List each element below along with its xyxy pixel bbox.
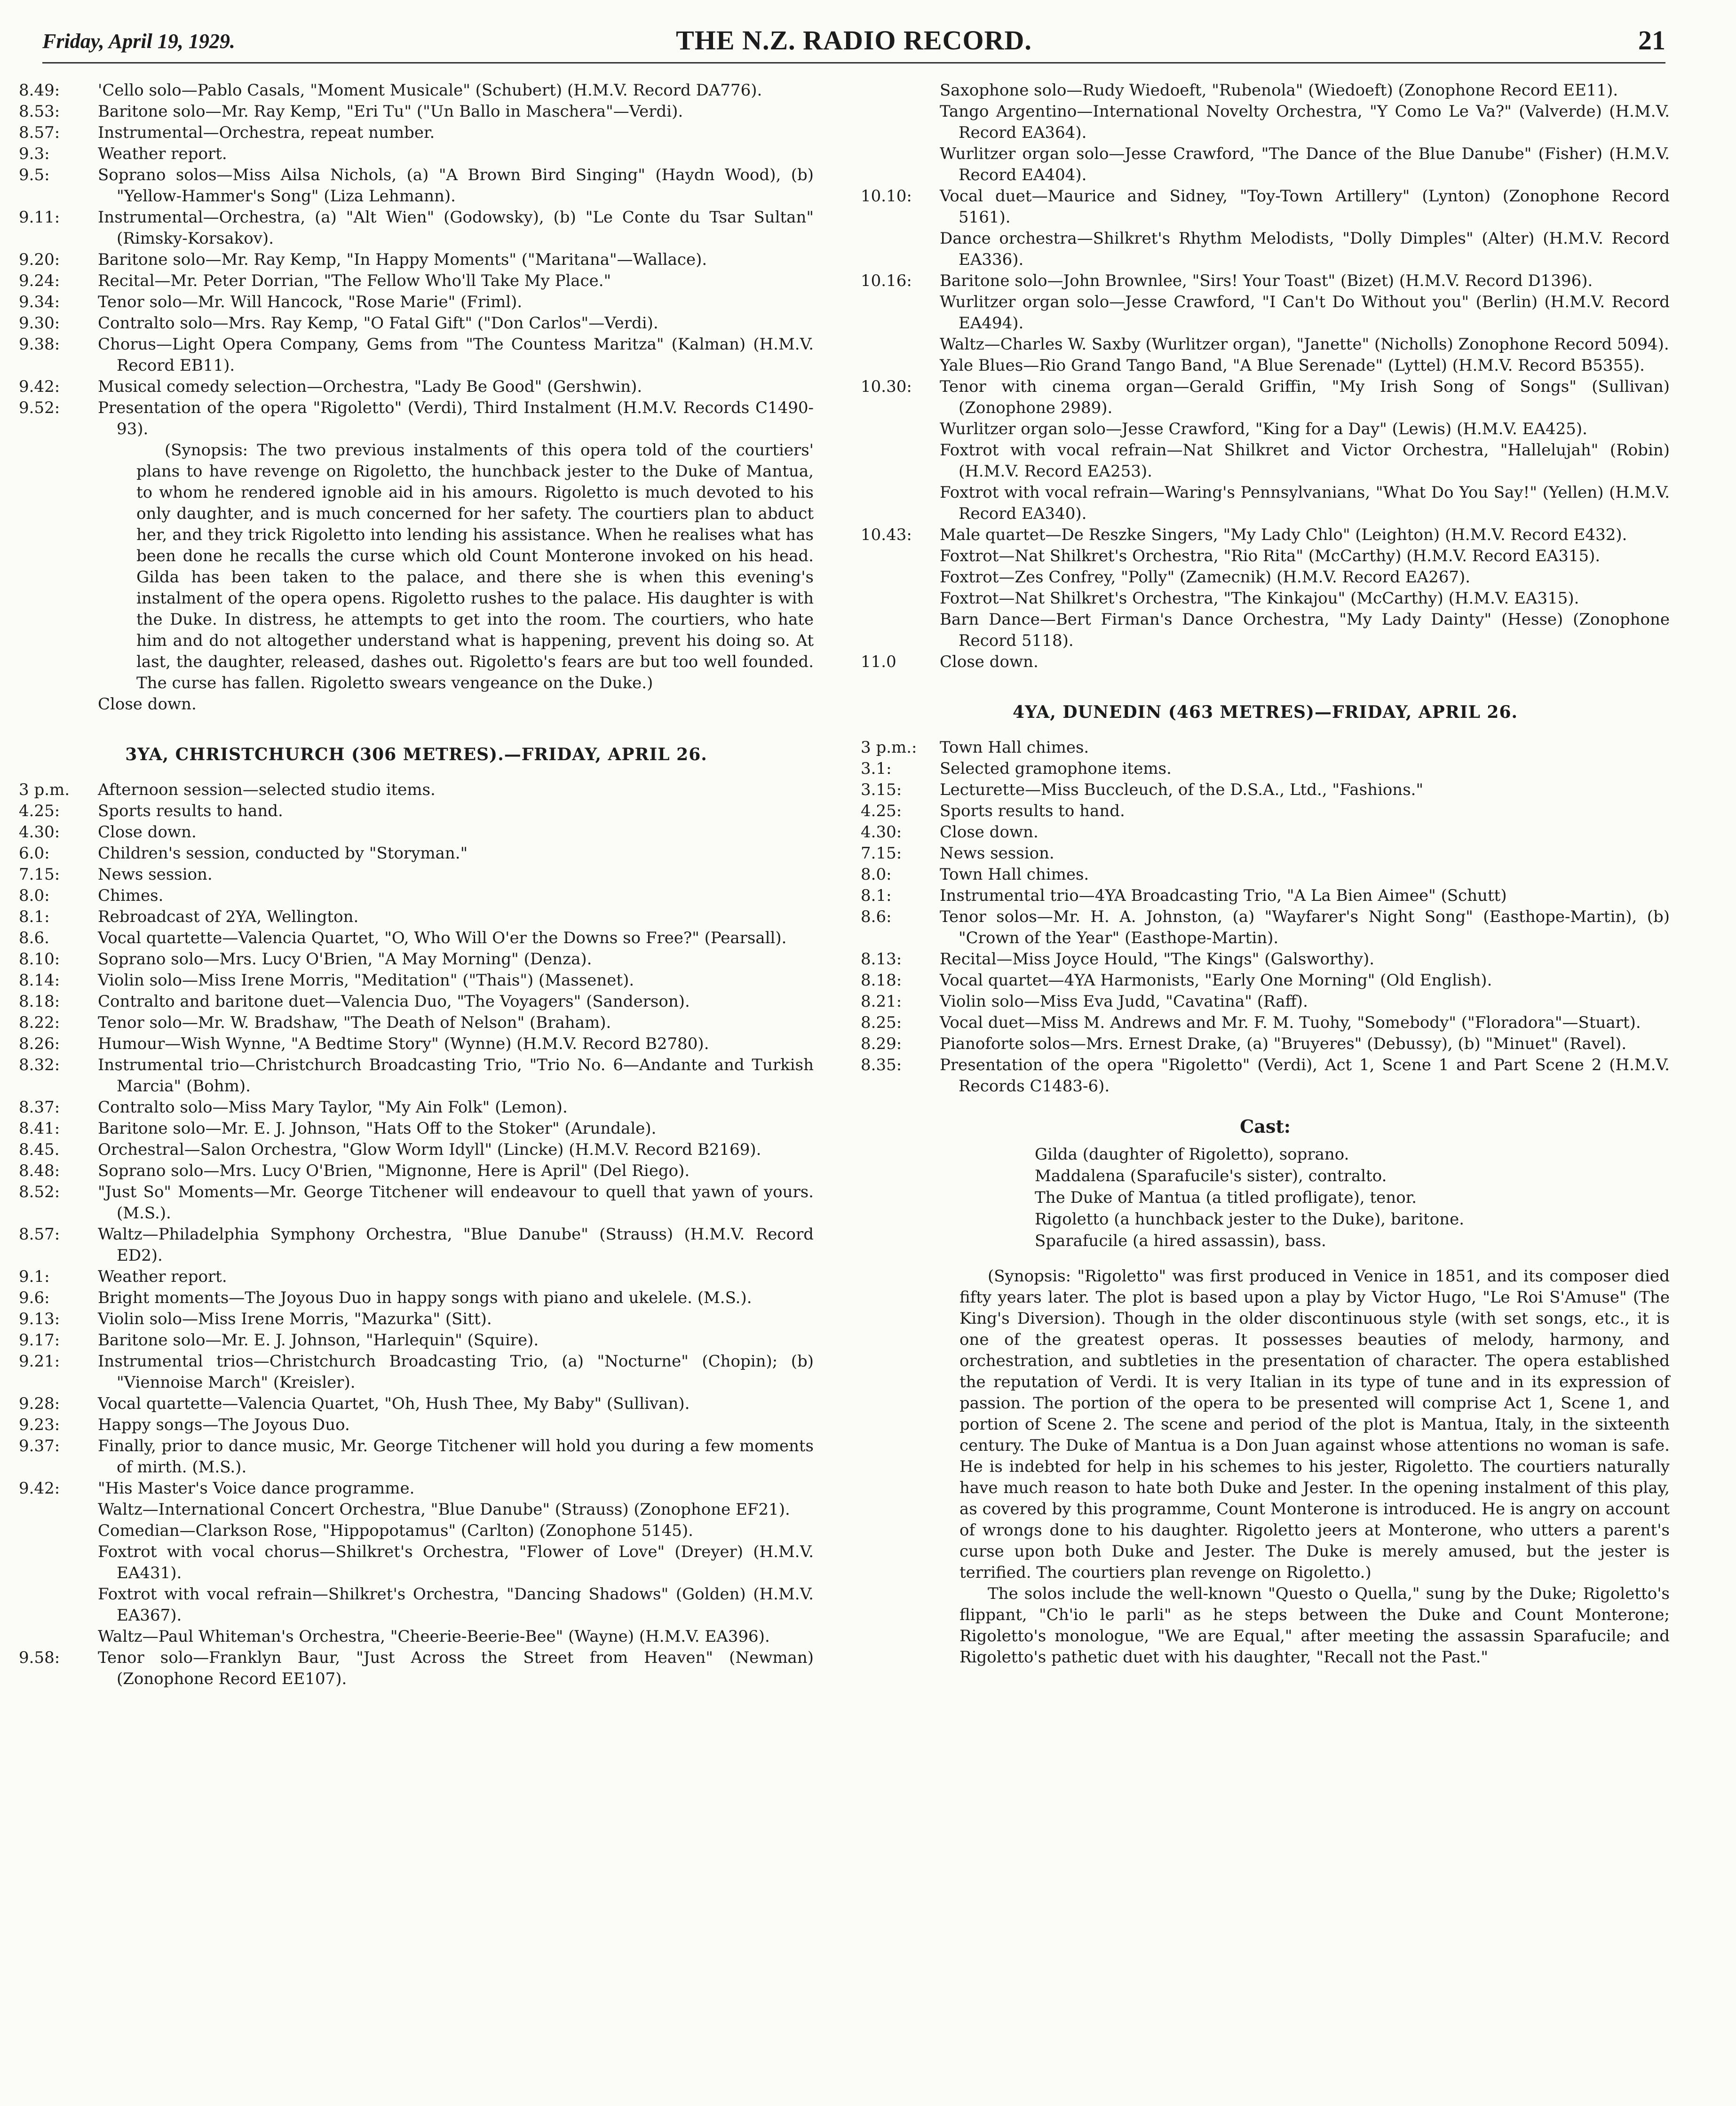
programme-item bbox=[19, 779, 814, 801]
programme-item bbox=[19, 1287, 814, 1309]
programme-item bbox=[19, 313, 814, 334]
item-text: Foxtrot—Zes Confrey, "Polly" (Zamecnik) (H.M.V. Record EA267). bbox=[940, 568, 1471, 587]
item-time: 8.18: bbox=[861, 971, 902, 990]
item-text: Finally, prior to dance music, Mr. George Titchener will hold you during a few moments of mirth. (M.S.). bbox=[98, 1437, 814, 1477]
item-text: Chorus—Light Opera Company, Gems from "The Countess Maritza" (Kalman) (H.M.V. Record EB11). bbox=[98, 335, 814, 375]
item-time: 8.37: bbox=[19, 1098, 60, 1117]
programme-item bbox=[19, 991, 814, 1012]
item-time: 8.49: bbox=[19, 81, 60, 100]
item-time bbox=[861, 143, 940, 186]
item-text: Happy songs—The Joyous Duo. bbox=[98, 1415, 350, 1434]
item-time: 9.11: bbox=[19, 208, 60, 227]
item-time bbox=[861, 546, 940, 567]
programme-item bbox=[861, 292, 1670, 334]
item-text: Vocal duet—Maurice and Sidney, "Toy-Town Artillery" (Lynton) (Zonophone Record 5161). bbox=[940, 187, 1670, 227]
programme-item bbox=[19, 1351, 814, 1393]
programme-item bbox=[19, 165, 814, 207]
item-text: Soprano solo—Mrs. Lucy O'Brien, "Mignonne, Here is April" (Del Riego). bbox=[98, 1161, 690, 1180]
item-time: 8.21: bbox=[861, 992, 902, 1011]
item-text: Violin solo—Miss Eva Judd, "Cavatina" (Raff). bbox=[940, 992, 1308, 1011]
left-column bbox=[19, 80, 814, 1690]
item-text: Town Hall chimes. bbox=[940, 738, 1089, 757]
item-time: 8.1: bbox=[861, 886, 892, 905]
programme-item bbox=[861, 440, 1670, 482]
item-time bbox=[861, 292, 940, 334]
programme-item bbox=[19, 1478, 814, 1499]
programme-item bbox=[861, 376, 1670, 419]
item-text: Vocal quartette—Valencia Quartet, "Oh, Hush Thee, My Baby" (Sullivan). bbox=[98, 1394, 690, 1413]
item-text: Contralto and baritone duet—Valencia Duo, "The Voyagers" (Sanderson). bbox=[98, 992, 690, 1011]
item-time: 10.16: bbox=[861, 271, 912, 290]
programme-item bbox=[19, 270, 814, 292]
item-text: Wurlitzer organ solo—Jesse Crawford, "The Dance of the Blue Danube" (Fisher) (H.M.V. Record EA404). bbox=[940, 144, 1670, 184]
item-text: Soprano solo—Mrs. Lucy O'Brien, "A May Morning" (Denza). bbox=[98, 950, 592, 969]
item-time: 9.17: bbox=[19, 1331, 60, 1350]
item-text: Instrumental trio—Christchurch Broadcasting Trio, "Trio No. 6—Andante and Turkish Marcia" (Bohm). bbox=[98, 1056, 814, 1096]
programme-item bbox=[19, 1330, 814, 1351]
programme-item bbox=[19, 334, 814, 376]
item-time bbox=[861, 440, 940, 482]
programme-item bbox=[861, 482, 1670, 525]
item-text: Bright moments—The Joyous Duo in happy songs with piano and ukelele. (M.S.). bbox=[98, 1288, 752, 1307]
item-time: 10.10: bbox=[861, 187, 912, 206]
item-text: Baritone solo—Mr. E. J. Johnson, "Harlequin" (Squire). bbox=[98, 1331, 539, 1350]
programme-item bbox=[19, 801, 814, 822]
item-time: 9.13: bbox=[19, 1310, 60, 1328]
programme-item bbox=[19, 1139, 814, 1160]
item-time: 10.30: bbox=[861, 377, 912, 396]
item-text: Instrumental trio—4YA Broadcasting Trio, "A La Bien Aimee" (Schutt) bbox=[940, 886, 1507, 905]
item-time: 8.29: bbox=[861, 1034, 902, 1053]
item-time: 4.25: bbox=[861, 802, 902, 820]
item-time bbox=[861, 482, 940, 525]
item-time: 4.30: bbox=[19, 823, 60, 842]
programme-item bbox=[861, 1055, 1670, 1097]
programme-item bbox=[861, 588, 1670, 609]
programme-item bbox=[861, 1012, 1670, 1033]
programme-item bbox=[861, 546, 1670, 567]
cast-member: Gilda (daughter of Rigoletto), soprano. bbox=[1035, 1145, 1349, 1164]
item-time: 9.6: bbox=[19, 1288, 50, 1307]
item-text: Afternoon session—selected studio items. bbox=[98, 780, 436, 799]
item-text: Dance orchestra—Shilkret's Rhythm Melodists, "Dolly Dimples" (Alter) (H.M.V. Record EA336). bbox=[940, 229, 1670, 269]
item-time: 9.34: bbox=[19, 293, 60, 311]
item-time: 8.22: bbox=[19, 1013, 60, 1032]
programme-item bbox=[861, 652, 1670, 673]
item-time: 4.25: bbox=[19, 802, 60, 820]
right-column bbox=[861, 80, 1670, 1668]
item-text: Yale Blues—Rio Grand Tango Band, "A Blue Serenade" (Lyttel) (H.M.V. Record B5355). bbox=[940, 356, 1645, 375]
station-heading-4ya: 4YA, DUNEDIN (463 METRES)—FRIDAY, APRIL 26. bbox=[1012, 702, 1518, 722]
item-time bbox=[861, 80, 940, 101]
programme-item bbox=[861, 419, 1670, 440]
item-text: Instrumental—Orchestra, (a) "Alt Wien" (Godowsky), (b) "Le Conte du Tsar Sultan" (Rimsky-Korsakov). bbox=[98, 208, 814, 248]
programme-item bbox=[861, 143, 1670, 186]
item-time: 8.57: bbox=[19, 123, 60, 142]
item-time: 3 p.m. bbox=[19, 780, 70, 799]
item-text: Baritone solo—John Brownlee, "Sirs! Your Toast" (Bizet) (H.M.V. Record D1396). bbox=[940, 271, 1593, 290]
item-time: 9.23: bbox=[19, 1415, 60, 1434]
programme-item bbox=[19, 143, 814, 165]
programme-item bbox=[861, 525, 1670, 546]
item-time: 8.57: bbox=[19, 1225, 60, 1244]
item-text: Selected gramophone items. bbox=[940, 759, 1172, 778]
programme-item bbox=[19, 1160, 814, 1182]
item-text: Children's session, conducted by "Storyman." bbox=[98, 844, 468, 863]
item-time: 8.35: bbox=[861, 1056, 902, 1074]
programme-item bbox=[19, 1118, 814, 1139]
programme-item bbox=[19, 1055, 814, 1097]
item-time: 8.53: bbox=[19, 102, 60, 121]
programme-item bbox=[19, 949, 814, 970]
item-time bbox=[861, 228, 940, 270]
item-text: Instrumental trios—Christchurch Broadcasting Trio, (a) "Nocturne" (Chopin); (b) "Viennoise March" (Kreisler). bbox=[98, 1352, 814, 1392]
item-text: Vocal duet—Miss M. Andrews and Mr. F. M. Tuohy, "Somebody" ("Floradora"—Stuart). bbox=[940, 1013, 1641, 1032]
dance-item: Foxtrot with vocal chorus—Shilkret's Orchestra, "Flower of Love" (Dreyer) (H.M.V. EA431). bbox=[98, 1542, 814, 1582]
item-time bbox=[861, 101, 940, 143]
programme-item bbox=[19, 864, 814, 885]
item-text: Sports results to hand. bbox=[940, 802, 1125, 820]
programme-item bbox=[19, 249, 814, 270]
programme-item bbox=[861, 737, 1670, 758]
item-text: Close down. bbox=[940, 823, 1038, 842]
item-time: 8.32: bbox=[19, 1056, 60, 1074]
item-text: Chimes. bbox=[98, 886, 164, 905]
item-time bbox=[861, 419, 940, 440]
item-time: 8.18: bbox=[19, 992, 60, 1011]
programme-list-continued bbox=[861, 80, 1670, 673]
item-time: 9.52: bbox=[19, 398, 60, 417]
item-text: Humour—Wish Wynne, "A Bedtime Story" (Wynne) (H.M.V. Record B2780). bbox=[98, 1034, 709, 1053]
item-text: News session. bbox=[940, 844, 1054, 863]
item-time: 8.1: bbox=[19, 907, 50, 926]
synopsis-paragraph: (Synopsis: The two previous instalments of this opera told of the courtiers' plans to have revenge on Rigoletto, the hunchback jester to the Duke of Mantua, to whom he rendered ignoble aid in his amours. Rigoletto is much devoted to his only daughter, and is much concerned for her safety. The courtiers plan to abduct her, and they trick Rigoletto into lending his assistance. When he realises what has been done he recalls the curse which old Count Monterone invoked on his head. Gilda has been taken to the palace, and there she is when this evening's instalment of the opera opens. Rigoletto rushes to the palace. His daughter is with the Duke. In distress, he attempts to get into the room. The courtiers, who hate him and do not altogether understand what is happening, prevent his doing so. At last, the daughter, released, dashes out. Rigoletto's fears are but too well founded. The curse has fallen. Rigoletto swears vengeance on the Duke.) bbox=[136, 441, 814, 692]
item-time: 8.10: bbox=[19, 950, 60, 969]
item-time: 9.37: bbox=[19, 1437, 60, 1455]
item-text: Wurlitzer organ solo—Jesse Crawford, "King for a Day" (Lewis) (H.M.V. EA425). bbox=[940, 420, 1587, 438]
item-text: Rebroadcast of 2YA, Wellington. bbox=[98, 907, 359, 926]
programme-item bbox=[861, 270, 1670, 292]
item-text: Weather report. bbox=[98, 1267, 227, 1286]
programme-item bbox=[861, 355, 1670, 376]
item-time: 3.15: bbox=[861, 780, 902, 799]
item-text: Tango Argentino—International Novelty Orchestra, "Y Como Le Va?" (Valverde) (H.M.V. Record EA364). bbox=[940, 102, 1670, 142]
item-time: 8.48: bbox=[19, 1161, 60, 1180]
item-time: 8.6: bbox=[861, 907, 892, 926]
item-time: 7.15: bbox=[861, 844, 902, 863]
item-time: 10.43: bbox=[861, 525, 912, 544]
item-time: 9.42: bbox=[19, 377, 60, 396]
item-time bbox=[861, 334, 940, 355]
item-text: Baritone solo—Mr. Ray Kemp, "Eri Tu" ("Un Ballo in Maschera"—Verdi). bbox=[98, 102, 683, 121]
item-text: Town Hall chimes. bbox=[940, 865, 1089, 884]
item-time: 8.14: bbox=[19, 971, 60, 990]
solos-paragraph: The solos include the well-known "Questo o Quella," sung by the Duke; Rigoletto's flippant, "Ch'io le parli" as he steps between the Duke and Count Monterone; Rigoletto's monologue, "We are Equal," after meeting the assassin Sparafucile; and Rigoletto's pathetic duet with his daughter, "Recall not the Past." bbox=[959, 1584, 1670, 1667]
item-text: Tenor solo—Mr. W. Bradshaw, "The Death of Nelson" (Braham). bbox=[98, 1013, 611, 1032]
item-text: Lecturette—Miss Buccleuch, of the D.S.A., Ltd., "Fashions." bbox=[940, 780, 1424, 799]
item-time: 9.38: bbox=[19, 335, 60, 354]
programme-list-3ya bbox=[19, 779, 814, 1499]
item-time: 8.52: bbox=[19, 1183, 60, 1201]
programme-item bbox=[861, 101, 1670, 143]
item-text: 'Cello solo—Pablo Casals, "Moment Musicale" (Schubert) (H.M.V. Record DA776). bbox=[98, 81, 762, 100]
programme-item bbox=[19, 292, 814, 313]
item-text: Contralto solo—Mrs. Ray Kemp, "O Fatal Gift" ("Don Carlos"—Verdi). bbox=[98, 314, 658, 333]
dance-item: Foxtrot with vocal refrain—Shilkret's Orchestra, "Dancing Shadows" (Golden) (H.M.V. EA367). bbox=[98, 1585, 814, 1625]
item-text: Instrumental—Orchestra, repeat number. bbox=[98, 123, 435, 142]
programme-item bbox=[19, 101, 814, 122]
cast-member: Maddalena (Sparafucile's sister), contralto. bbox=[1035, 1167, 1387, 1185]
item-text: Weather report. bbox=[98, 144, 227, 163]
item-text: "His Master's Voice dance programme. bbox=[98, 1479, 415, 1498]
item-text: Violin solo—Miss Irene Morris, "Meditation" ("Thais") (Massenet). bbox=[98, 971, 634, 990]
item-time bbox=[861, 588, 940, 609]
issue-date: Friday, April 19, 1929. bbox=[42, 30, 235, 53]
item-text: Waltz—Philadelphia Symphony Orchestra, "Blue Danube" (Strauss) (H.M.V. Record ED2). bbox=[98, 1225, 814, 1265]
item-text: Recital—Mr. Peter Dorrian, "The Fellow Who'll Take My Place." bbox=[98, 271, 611, 290]
item-time: 8.0: bbox=[19, 886, 50, 905]
item-text: Tenor solos—Mr. H. A. Johnston, (a) "Wayfarer's Night Song" (Easthope-Martin), (b) "Crown of the Year" (Easthope-Martin). bbox=[940, 907, 1670, 947]
programme-list-2ya bbox=[19, 80, 814, 440]
item-text: "Just So" Moments—Mr. George Titchener will endeavour to quell that yawn of yours. (M.S.). bbox=[98, 1183, 814, 1223]
item-time: 9.21: bbox=[19, 1352, 60, 1371]
close-down-note: Close down. bbox=[98, 695, 197, 714]
dance-programme-list bbox=[19, 1499, 814, 1647]
item-time: 9.5: bbox=[19, 166, 50, 184]
item-time: 8.13: bbox=[861, 950, 902, 969]
item-text: Male quartet—De Reszke Singers, "My Lady Chlo" (Leighton) (H.M.V. Record E432). bbox=[940, 525, 1627, 544]
item-text: Foxtrot—Nat Shilkret's Orchestra, "The Kinkajou" (McCarthy) (H.M.V. EA315). bbox=[940, 589, 1579, 608]
programme-item bbox=[861, 822, 1670, 843]
item-text: Tenor solo—Mr. Will Hancock, "Rose Marie" (Friml). bbox=[98, 293, 523, 311]
item-time bbox=[861, 567, 940, 588]
programme-item bbox=[19, 1266, 814, 1287]
item-text: Tenor with cinema organ—Gerald Griffin, "My Irish Song of Songs" (Sullivan) (Zonophone 2989). bbox=[940, 377, 1670, 417]
programme-item bbox=[861, 758, 1670, 779]
programme-item bbox=[19, 885, 814, 906]
item-text: Orchestral—Salon Orchestra, "Glow Worm Idyll" (Lincke) (H.M.V. Record B2169). bbox=[98, 1140, 761, 1159]
programme-item bbox=[19, 1224, 814, 1266]
item-text: Close down. bbox=[940, 652, 1038, 671]
programme-item bbox=[19, 80, 814, 101]
programme-item bbox=[19, 397, 814, 440]
item-time: 8.41: bbox=[19, 1119, 60, 1138]
programme-item bbox=[861, 864, 1670, 885]
item-text: Soprano solos—Miss Ailsa Nichols, (a) "A Brown Bird Singing" (Haydn Wood), (b) "Yellow-Hammer's Song" (Liza Lehmann). bbox=[98, 166, 814, 206]
item-time: 6.0: bbox=[19, 844, 50, 863]
programme-item bbox=[19, 970, 814, 991]
programme-item bbox=[19, 207, 814, 249]
item-text: Vocal quartette—Valencia Quartet, "O, Who Will O'er the Downs so Free?" (Pearsall). bbox=[98, 929, 787, 947]
programme-item bbox=[861, 567, 1670, 588]
item-time bbox=[861, 609, 940, 652]
cast-heading: Cast: bbox=[1240, 1116, 1291, 1137]
item-time: 11.0 bbox=[861, 652, 896, 671]
masthead bbox=[42, 24, 1665, 64]
item-time: 8.25: bbox=[861, 1013, 902, 1032]
item-text: Baritone solo—Mr. Ray Kemp, "In Happy Moments" ("Maritana"—Wallace). bbox=[98, 250, 707, 269]
programme-item bbox=[861, 885, 1670, 906]
item-time: 9.42: bbox=[19, 1479, 60, 1498]
programme-item bbox=[19, 906, 814, 928]
programme-item bbox=[19, 122, 814, 143]
item-text: News session. bbox=[98, 865, 213, 884]
programme-item bbox=[861, 906, 1670, 949]
item-text: Recital—Miss Joyce Hould, "The Kings" (Galsworthy). bbox=[940, 950, 1375, 969]
item-time: 7.15: bbox=[19, 865, 60, 884]
item-text: Saxophone solo—Rudy Wiedoeft, "Rubenola" (Wiedoeft) (Zonophone Record EE11). bbox=[940, 81, 1618, 100]
opera-synopsis: (Synopsis: "Rigoletto" was first produced in Venice in 1851, and its composer died fifty years later. The plot is based upon a play by Victor Hugo, "Le Roi S'Amuse" (The King's Diversion). Though in the older discontinuous style (with set songs, etc., it is one of the greatest operas. It possesses beauties of melody, harmony, and orchestration, and subtleties in the presentation of character. The opera established the reputation of Verdi. It is very Italian in its type of tune and in its expression of passion. The portion of the opera to be presented will comprise Act 1, Scene 1, and portion of Scene 2. The scene and period of the plot is Mantua, Italy, in the sixteenth century. The Duke of Mantua is a Don Juan against whose attentions no woman is safe. He is indebted for help in his schemes to his jester, Rigoletto. The courtiers naturally have much reason to hate both Duke and Jester. In the opening instalment of this play, as covered by this programme, Count Monterone is introduced. He is angry on account of wrongs done to his daughter. Rigoletto jeers at Monterone, who utters a parent's curse upon both Duke and Jester. The Duke is merely amused, but the jester is terrified. The courtiers plan revenge on Rigoletto.) bbox=[959, 1267, 1670, 1582]
programme-item bbox=[19, 928, 814, 949]
item-text: Foxtrot with vocal refrain—Nat Shilkret and Victor Orchestra, "Hallelujah" (Robin) (H.M.V. Record EA253). bbox=[940, 441, 1670, 481]
programme-item bbox=[861, 228, 1670, 270]
item-text: Baritone solo—Mr. E. J. Johnson, "Hats Off to the Stoker" (Arundale). bbox=[98, 1119, 657, 1138]
item-text: Barn Dance—Bert Firman's Dance Orchestra, "My Lady Dainty" (Hesse) (Zonophone Record 5118). bbox=[940, 610, 1670, 650]
programme-item bbox=[19, 1012, 814, 1033]
programme-item bbox=[19, 1393, 814, 1415]
item-text: Pianoforte solos—Mrs. Ernest Drake, (a) "Bruyeres" (Debussy), (b) "Minuet" (Ravel). bbox=[940, 1034, 1627, 1053]
page-number: 21 bbox=[1638, 25, 1665, 56]
programme-item bbox=[19, 843, 814, 864]
item-time: 3 p.m.: bbox=[861, 738, 917, 757]
cast-list bbox=[861, 1144, 1670, 1252]
programme-item bbox=[861, 779, 1670, 801]
item-time: 3.1: bbox=[861, 759, 892, 778]
cast-member: The Duke of Mantua (a titled profligate), tenor. bbox=[1035, 1188, 1417, 1207]
dance-item: Waltz—International Concert Orchestra, "Blue Danube" (Strauss) (Zonophone EF21). bbox=[98, 1500, 790, 1519]
cast-member: Rigoletto (a hunchback jester to the Duke), baritone. bbox=[1035, 1210, 1465, 1229]
programme-item bbox=[861, 801, 1670, 822]
item-time: 8.26: bbox=[19, 1034, 60, 1053]
programme-item bbox=[19, 376, 814, 397]
programme-item bbox=[861, 186, 1670, 228]
item-text: Foxtrot with vocal refrain—Waring's Pennsylvanians, "What Do You Say!" (Yellen) (H.M.V. Record EA340). bbox=[940, 483, 1670, 523]
programme-item bbox=[861, 991, 1670, 1012]
item-time: 9.20: bbox=[19, 250, 60, 269]
publication-title: THE N.Z. RADIO RECORD. bbox=[676, 25, 1032, 56]
programme-item bbox=[861, 334, 1670, 355]
item-text: Close down. bbox=[98, 823, 197, 842]
station-heading-3ya: 3YA, CHRISTCHURCH (306 METRES).—FRIDAY, APRIL 26. bbox=[125, 745, 707, 764]
programme-item bbox=[861, 970, 1670, 991]
item-text: Sports results to hand. bbox=[98, 802, 283, 820]
item-time bbox=[861, 355, 940, 376]
programme-item bbox=[19, 1309, 814, 1330]
item-text: Waltz—Charles W. Saxby (Wurlitzer organ), "Janette" (Nicholls) Zonophone Record 5094). bbox=[940, 335, 1669, 354]
programme-item bbox=[19, 1033, 814, 1055]
item-text: Contralto solo—Miss Mary Taylor, "My Ain Folk" (Lemon). bbox=[98, 1098, 568, 1117]
programme-item bbox=[19, 1097, 814, 1118]
cast-member: Sparafucile (a hired assassin), bass. bbox=[1035, 1232, 1326, 1250]
item-time: 4.30: bbox=[861, 823, 902, 842]
item-text: Musical comedy selection—Orchestra, "Lady Be Good" (Gershwin). bbox=[98, 377, 642, 396]
dance-item: Waltz—Paul Whiteman's Orchestra, "Cheerie-Beerie-Bee" (Wayne) (H.M.V. EA396). bbox=[98, 1627, 770, 1646]
item-time: 8.0: bbox=[861, 865, 892, 884]
programme-item bbox=[861, 843, 1670, 864]
programme-item bbox=[861, 80, 1670, 101]
programme-list-4ya bbox=[861, 737, 1670, 1097]
item-time: 9.24: bbox=[19, 271, 60, 290]
item-time: 9.30: bbox=[19, 314, 60, 333]
programme-item bbox=[861, 1033, 1670, 1055]
programme-item bbox=[861, 609, 1670, 652]
item-time: 9.28: bbox=[19, 1394, 60, 1413]
item-time: 8.45. bbox=[19, 1140, 60, 1159]
programme-item bbox=[19, 1182, 814, 1224]
item-time: 8.6. bbox=[19, 929, 49, 947]
programme-item bbox=[19, 1415, 814, 1436]
item-time: 9.3: bbox=[19, 144, 50, 163]
item-text: Tenor solo—Franklyn Baur, "Just Across the Street from Heaven" (Newman) (Zonophone Record EE107). bbox=[98, 1648, 814, 1688]
item-text: Wurlitzer organ solo—Jesse Crawford, "I Can't Do Without you" (Berlin) (H.M.V. Record EA494). bbox=[940, 293, 1670, 333]
item-text: Presentation of the opera "Rigoletto" (Verdi), Act 1, Scene 1 and Part Scene 2 (H.M.V. Records C1483-6). bbox=[940, 1056, 1670, 1096]
programme-item bbox=[19, 1647, 814, 1690]
dance-item: Comedian—Clarkson Rose, "Hippopotamus" (Carlton) (Zonophone 5145). bbox=[98, 1521, 693, 1540]
programme-item bbox=[19, 1436, 814, 1478]
programme-item bbox=[19, 822, 814, 843]
item-text: Foxtrot—Nat Shilkret's Orchestra, "Rio Rita" (McCarthy) (H.M.V. Record EA315). bbox=[940, 547, 1601, 565]
item-text: Violin solo—Miss Irene Morris, "Mazurka" (Sitt). bbox=[98, 1310, 492, 1328]
item-text: Vocal quartet—4YA Harmonists, "Early One Morning" (Old English). bbox=[940, 971, 1492, 990]
item-time: 9.58: bbox=[19, 1648, 60, 1667]
programme-item bbox=[861, 949, 1670, 970]
item-text: Presentation of the opera "Rigoletto" (Verdi), Third Instalment (H.M.V. Records C1490-93). bbox=[98, 398, 814, 438]
item-time: 9.1: bbox=[19, 1267, 50, 1286]
